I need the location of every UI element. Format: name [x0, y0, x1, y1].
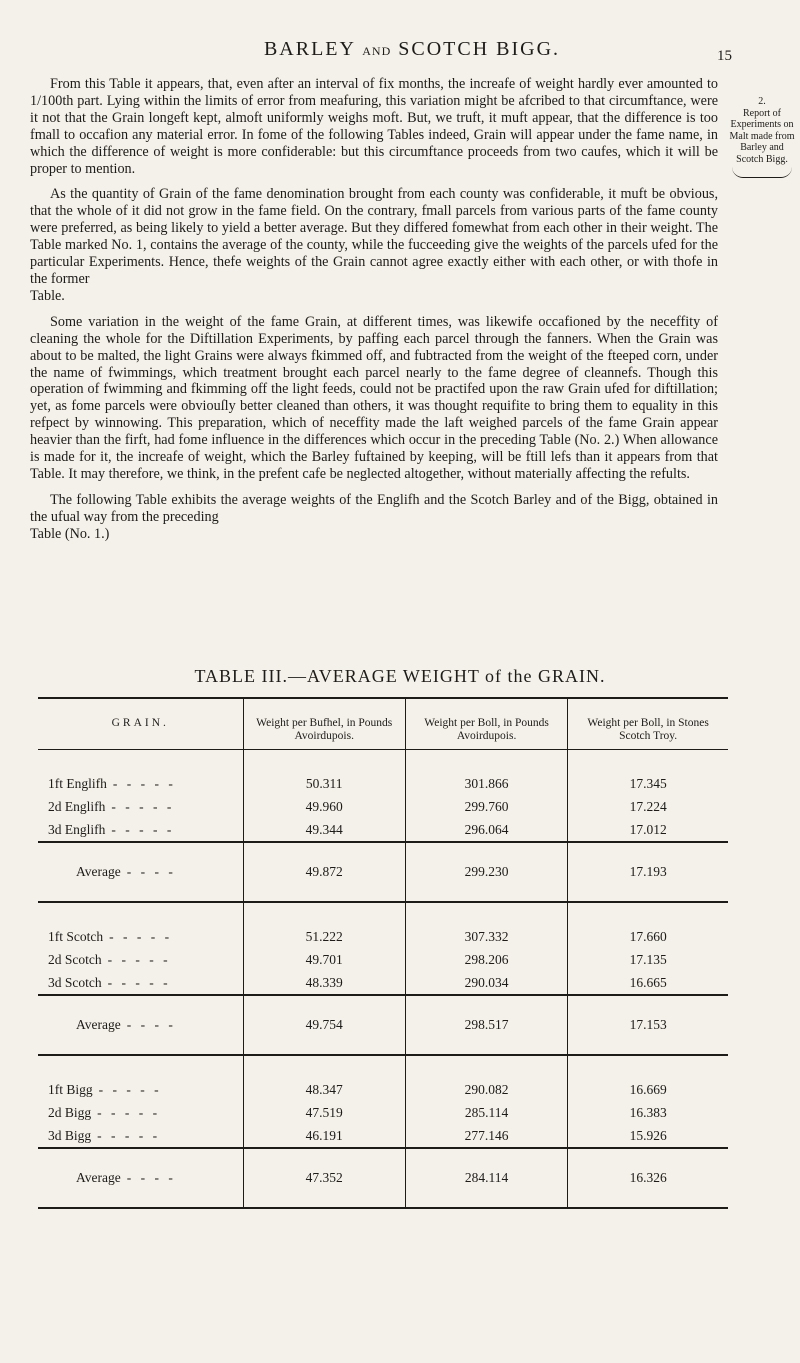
weight-boll-stones-cell	[568, 948, 728, 971]
weight-boll-stones: 17.135	[629, 952, 667, 967]
weight-boll-pounds: 296.064	[464, 822, 509, 837]
weight-bushel: 51.222	[305, 929, 343, 944]
weight-bushel: 49.344	[305, 822, 343, 837]
weight-boll-pounds: 301.866	[464, 776, 509, 791]
weight-boll-pounds-cell	[405, 818, 567, 842]
weight-bushel: 49.960	[305, 799, 343, 814]
leader-dots: - - - -	[126, 1170, 176, 1185]
weight-boll-stones: 17.345	[629, 776, 667, 791]
weight-bushel-cell	[243, 1055, 405, 1101]
weight-bushel: 49.872	[305, 864, 343, 879]
leader-dots: - - - -	[126, 864, 176, 879]
header-grain: GRAIN.	[38, 698, 243, 750]
weight-boll-pounds: 290.082	[464, 1082, 509, 1097]
weight-boll-stones: 16.383	[629, 1105, 667, 1120]
leader-dots: - - - -	[126, 1017, 176, 1032]
grain-name-cell	[38, 795, 243, 818]
grain-name-cell	[38, 1124, 243, 1148]
average-row	[38, 842, 728, 902]
weight-boll-stones-cell	[568, 995, 728, 1055]
weight-boll-stones-cell	[568, 842, 728, 902]
grain-name-cell	[38, 995, 243, 1055]
paragraph-4-end: Table (No. 1.)	[30, 525, 110, 542]
weight-boll-pounds: 290.034	[464, 975, 509, 990]
weight-boll-pounds: 285.114	[464, 1105, 509, 1120]
grain-name-cell	[38, 1055, 243, 1101]
weight-bushel-cell	[243, 1124, 405, 1148]
table-header-row	[38, 698, 728, 750]
weight-boll-stones-cell	[568, 971, 728, 995]
grain-name: 1ft Scotch	[48, 929, 104, 944]
leader-dots: - - - - -	[112, 776, 176, 791]
weight-boll-pounds-cell	[405, 795, 567, 818]
table-row	[38, 750, 728, 796]
weight-boll-pounds-cell	[405, 1148, 567, 1208]
weight-boll-stones-cell	[568, 1055, 728, 1101]
grain-name-cell	[38, 971, 243, 995]
table-row	[38, 971, 728, 995]
weight-boll-stones: 17.224	[629, 799, 667, 814]
weight-boll-pounds-cell	[405, 1055, 567, 1101]
leader-dots: - - - - -	[97, 1105, 161, 1120]
weight-bushel-cell	[243, 902, 405, 948]
page-number: 15	[717, 48, 732, 64]
grain-weight-table	[38, 697, 728, 1209]
weight-bushel: 50.311	[305, 776, 343, 791]
weight-boll-pounds: 299.230	[464, 864, 509, 879]
paragraph-3: Some variation in the weight of the fame Grain, at different times, was likewife occafioned by the neceffity of cleaning the whole for the Diftillation Experiments, by paffing each parcel through the fanners. When the Grain was about to be malted, the light Grains were always fkimmed off, and fubtracted from the weight of the fteeped corn, under the name of fwimmings, which treatment brought each parcel nearly to the fame degree of cleannefs. Though this operation of fwimming and fkimming off the light feeds, could not be practifed upon the raw Grain ufed for diftillation; yet, as fome parcels were obviouſly better cleaned than others, it was thought requifite to bring them to equality in this refpect by winnowing. This preparation, which of neceffity made the laft weighed parcels of the fame Grain appear heavier than the firft, had fome influence in the differences which occur in the preceding Table (No. 2.) When allowance is made for it, the increafe of weight, which the Barley fuftained by keeping, will be ftill lefs than it appears from that Table. It may therefore, we think, in the prefent cafe be neglected altogether, without materially affecting the refults.	[30, 313, 718, 482]
weight-boll-stones: 15.926	[629, 1128, 667, 1143]
leader-dots: - - - - -	[107, 975, 171, 990]
weight-boll-pounds: 299.760	[464, 799, 509, 814]
grain-name: 2d Bigg	[48, 1105, 92, 1120]
weight-bushel-cell	[243, 1148, 405, 1208]
header-weight-bushel: Weight per Bufhel, in Pounds Avoirdupois.	[243, 698, 405, 750]
running-head	[92, 38, 732, 61]
grain-name: 1ft Bigg	[48, 1082, 93, 1097]
weight-bushel-cell	[243, 995, 405, 1055]
weight-boll-stones-cell	[568, 902, 728, 948]
margin-note	[728, 96, 796, 178]
table-row	[38, 1055, 728, 1101]
leader-dots: - - - - -	[111, 822, 175, 837]
table-body	[38, 750, 728, 1209]
weight-boll-stones-cell	[568, 795, 728, 818]
weight-boll-pounds-cell	[405, 902, 567, 948]
leader-dots: - - - - -	[107, 952, 171, 967]
running-head-barley: BARLEY	[263, 38, 356, 60]
table-row	[38, 818, 728, 842]
table-row	[38, 948, 728, 971]
grain-name-cell	[38, 750, 243, 796]
weight-boll-stones: 17.153	[629, 1017, 667, 1032]
body-text	[30, 76, 718, 543]
grain-name: 1ft Englifh	[48, 776, 107, 791]
weight-boll-pounds-cell	[405, 842, 567, 902]
weight-bushel-cell	[243, 818, 405, 842]
header-weight-boll-stones: Weight per Boll, in Stones Scotch Troy.	[568, 698, 728, 750]
weight-boll-stones-cell	[568, 818, 728, 842]
grain-name-cell	[38, 1101, 243, 1124]
weight-bushel-cell	[243, 842, 405, 902]
weight-boll-stones-cell	[568, 750, 728, 796]
weight-boll-stones: 17.193	[629, 864, 667, 879]
margin-note-number: 2.	[758, 96, 766, 107]
table-title: TABLE III.—AVERAGE WEIGHT of the GRAIN.	[194, 666, 606, 686]
grain-name: 2d Englifh	[48, 799, 106, 814]
grain-name: 2d Scotch	[48, 952, 102, 967]
paragraph-4	[30, 492, 718, 543]
weight-bushel: 49.701	[305, 952, 343, 967]
brace-mark	[732, 167, 792, 178]
grain-name: 3d Scotch	[48, 975, 102, 990]
grain-name-cell	[38, 1148, 243, 1208]
weight-boll-stones-cell	[568, 1124, 728, 1148]
leader-dots: - - - - -	[97, 1128, 161, 1143]
weight-bushel: 46.191	[305, 1128, 343, 1143]
paragraph-1: From this Table it appears, that, even after an interval of fix months, the increafe of weight hardly ever amounted to 1/100th part. Lying within the limits of error from meafuring, this variation might be afcribed to that circumftance, were it not that the Grain longeft kept, almoft uniformly weighs moft. But, we truft, it muft appear, that the difference is too fmall to occafion any material error. In fome of the following Tables indeed, Grain will appear under the fame name, in which the difference of weight is more confiderable: but this circumftance proceeds from two caufes, which it will be proper to mention.	[30, 76, 718, 177]
weight-bushel: 47.519	[305, 1105, 343, 1120]
leader-dots: - - - - -	[98, 1082, 162, 1097]
grain-name: Average	[76, 864, 121, 879]
weight-bushel: 47.352	[305, 1170, 343, 1185]
weight-boll-pounds-cell	[405, 1124, 567, 1148]
weight-boll-pounds-cell	[405, 971, 567, 995]
margin-note-text: Report of Experiments on Malt made from Barley and Scotch Bigg.	[729, 107, 795, 165]
weight-bushel-cell	[243, 795, 405, 818]
average-row	[38, 995, 728, 1055]
weight-boll-stones: 17.012	[629, 822, 667, 837]
weight-boll-pounds: 298.517	[464, 1017, 509, 1032]
header-weight-boll-pounds: Weight per Boll, in Pounds Avoirdupois.	[405, 698, 567, 750]
running-head-tail: SCOTCH BIGG.	[398, 38, 561, 60]
table-row	[38, 795, 728, 818]
grain-name: Average	[76, 1170, 121, 1185]
weight-boll-pounds-cell	[405, 995, 567, 1055]
weight-boll-stones: 16.665	[629, 975, 667, 990]
weight-bushel-cell	[243, 750, 405, 796]
weight-bushel-cell	[243, 948, 405, 971]
grain-name: Average	[76, 1017, 121, 1032]
page-header	[92, 38, 732, 68]
grain-name-cell	[38, 948, 243, 971]
grain-name-cell	[38, 842, 243, 902]
weight-bushel: 49.754	[305, 1017, 343, 1032]
paragraph-4-text: The following Table exhibits the average weights of the Englifh and the Scotch Barley and of the Bigg, obtained in the ufual way from the preceding	[30, 491, 718, 525]
grain-name: 3d Bigg	[48, 1128, 92, 1143]
table-row	[38, 1101, 728, 1124]
average-row	[38, 1148, 728, 1208]
paragraph-2	[30, 186, 718, 304]
running-head-and: AND	[362, 44, 392, 58]
weight-bushel-cell	[243, 1101, 405, 1124]
grain-name-cell	[38, 902, 243, 948]
paragraph-2-text: As the quantity of Grain of the fame denomination brought from each county was confiderable, it muft be obvious, that the whole of it did not grow in the fame field. On the contrary, fmall parcels from various parts of the fame county were preferred, as being likely to yield a better average. But they differed fomewhat from each other in their weight. The Table marked No. 1, contains the average of the county, while the fucceeding give the weights of the parcels ufed for the particular Experiments. Hence, thefe weights of the Grain cannot agree exactly either with each other, or with thofe in the former	[30, 186, 718, 287]
table-row	[38, 902, 728, 948]
weight-boll-pounds-cell	[405, 750, 567, 796]
weight-bushel: 48.347	[305, 1082, 343, 1097]
weight-boll-pounds-cell	[405, 948, 567, 971]
table-row	[38, 1124, 728, 1148]
weight-boll-pounds: 277.146	[464, 1128, 509, 1143]
weight-boll-pounds: 307.332	[464, 929, 509, 944]
weight-boll-pounds: 284.114	[464, 1170, 509, 1185]
weight-boll-pounds-cell	[405, 1101, 567, 1124]
paragraph-2-end: Table.	[30, 287, 65, 304]
weight-boll-stones: 16.669	[629, 1082, 667, 1097]
weight-bushel: 48.339	[305, 975, 343, 990]
leader-dots: - - - - -	[111, 799, 175, 814]
leader-dots: - - - - -	[109, 929, 173, 944]
weight-boll-stones: 17.660	[629, 929, 667, 944]
grain-name: 3d Englifh	[48, 822, 106, 837]
weight-boll-pounds: 298.206	[464, 952, 509, 967]
weight-boll-stones-cell	[568, 1148, 728, 1208]
weight-boll-stones-cell	[568, 1101, 728, 1124]
grain-name-cell	[38, 818, 243, 842]
weight-boll-stones: 16.326	[629, 1170, 667, 1185]
weight-bushel-cell	[243, 971, 405, 995]
